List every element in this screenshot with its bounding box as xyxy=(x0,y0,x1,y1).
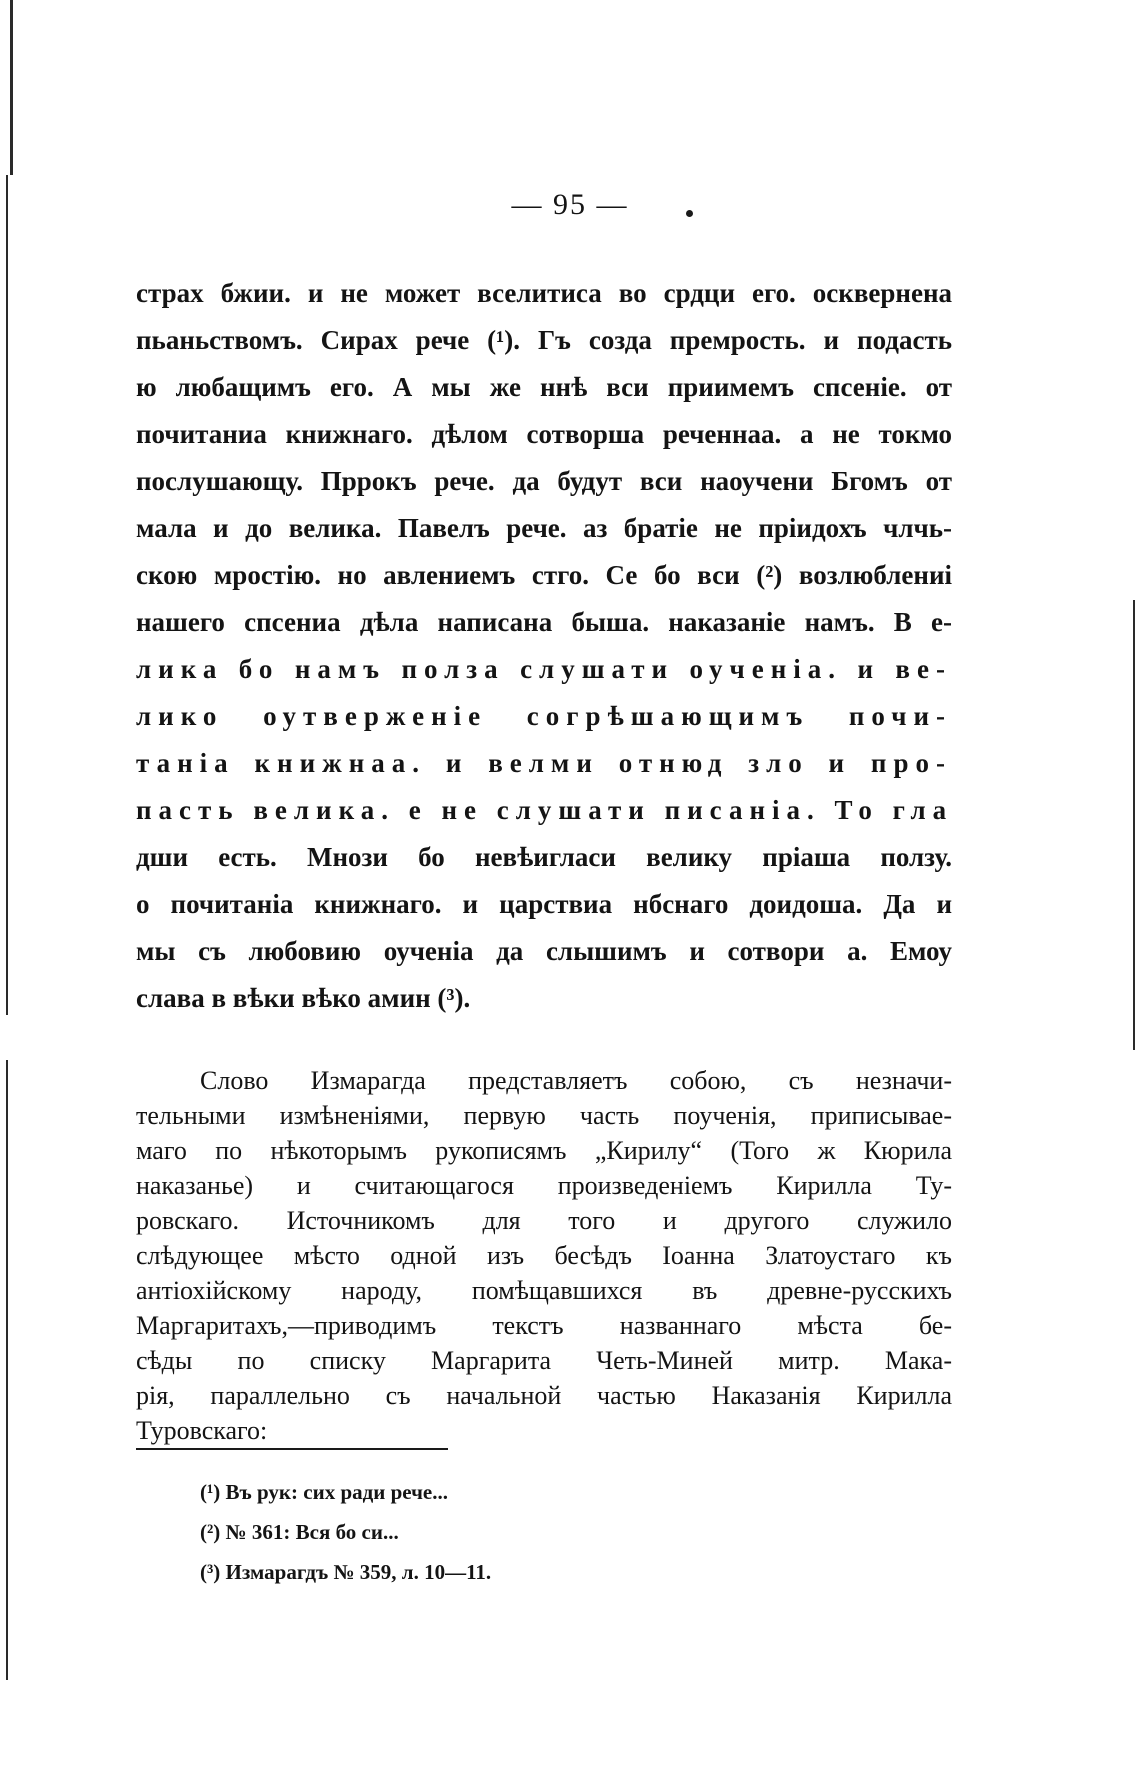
paragraph-line: ровскаго. Источникомъ для того и другого служило xyxy=(136,1206,952,1235)
left-binding-edge xyxy=(10,0,13,175)
paragraph-line: антіохійскому народу, помѣщавшихся въ древне-русскихъ xyxy=(136,1276,952,1305)
left-binding-edge xyxy=(6,175,8,1015)
quote-line: ю любащимъ его. А мы же ннѣ вси приимемъ спсеніе. от xyxy=(136,372,952,402)
footnote-1: (¹) Въ рук: сих ради рече... xyxy=(200,1480,448,1504)
quote-line: о почитаніа книжнаго. и царствиа нбснаго доидоша. Да и xyxy=(136,889,952,919)
quote-line: дши есть. Мнози бо невѣигласи велику пріаша ползу. xyxy=(136,842,952,872)
paragraph-line: слѣдующее мѣсто одной изъ бесѣдъ Іоанна Златоустаго къ xyxy=(136,1241,952,1270)
paragraph-line: Слово Измарагда представляетъ собою, съ незначи- xyxy=(200,1066,952,1095)
paragraph-line: Туровскаго: xyxy=(136,1416,268,1445)
paragraph-line: Маргаритахъ,—приводимъ текстъ названнаго мѣста бе- xyxy=(136,1311,952,1340)
quote-line: пасть велика. е не слушати писаніа. То гла xyxy=(136,795,954,825)
quote-line: почитаниа книжнаго. дѣлом сотворша реченнаа. а не токмо xyxy=(136,419,952,449)
footnote-2: (²) № 361: Вся бо си... xyxy=(200,1520,399,1544)
paragraph-line: сѣды по списку Маргарита Четь-Миней митр. Мака- xyxy=(136,1346,952,1375)
church-slavonic-quote xyxy=(136,270,952,1022)
quote-line: скою мростію. но авлениемъ стго. Се бо вси (²) возлюблениі xyxy=(136,560,952,590)
quote-line: таніа книжнаа. и велми отнюд зло и про- xyxy=(136,748,952,778)
quote-line: нашего спсениа дѣла написана быша. наказаніе намъ. В е- xyxy=(136,607,952,637)
paragraph-line: тельными измѣненіями, первую часть поученія, приписывае- xyxy=(136,1101,952,1130)
footnotes xyxy=(200,1472,900,1592)
paragraph-line: рія, параллельно съ начальной частью Наказанія Кирилла xyxy=(136,1381,952,1410)
paragraph-line: наказанье) и считающагося произведеніемъ Кирилла Ту- xyxy=(136,1171,952,1200)
commentary-paragraph xyxy=(136,1063,952,1448)
paragraph-line: маго по нѣкоторымъ рукописямъ „Кирилу“ (Того ж Кюрила xyxy=(136,1136,952,1165)
left-binding-edge xyxy=(6,1060,8,1680)
quote-line: пьаньствомъ. Сирах рече (¹). Гъ созда премрость. и подасть xyxy=(136,325,952,355)
footnote-3: (³) Измарагдъ № 359, л. 10—11. xyxy=(200,1560,492,1584)
footnote-separator xyxy=(136,1448,448,1450)
quote-line: мы съ любовию оученіа да слышимъ и сотвори а. Емоу xyxy=(136,936,952,966)
quote-line: лика бо намъ полза слушати оученіа. и ве- xyxy=(136,654,952,684)
quote-line: послушающу. Пррокъ рече. да будут вси наоучени Бгомъ от xyxy=(136,466,952,496)
quote-line: страх бжии. и не может вселитиса во срдци его. осквернена xyxy=(136,278,952,308)
quote-line: слава в вѣки вѣко амин (³). xyxy=(136,983,471,1013)
page-number: — 95 — xyxy=(511,188,629,221)
right-scan-edge xyxy=(1133,600,1135,1050)
quote-line: мала и до велика. Павелъ рече. аз братіе не пріидохъ члчь- xyxy=(136,513,952,543)
stray-print-dot xyxy=(686,210,693,217)
quote-line: лико оутверженіе согрѣшающимъ почи- xyxy=(136,701,952,731)
